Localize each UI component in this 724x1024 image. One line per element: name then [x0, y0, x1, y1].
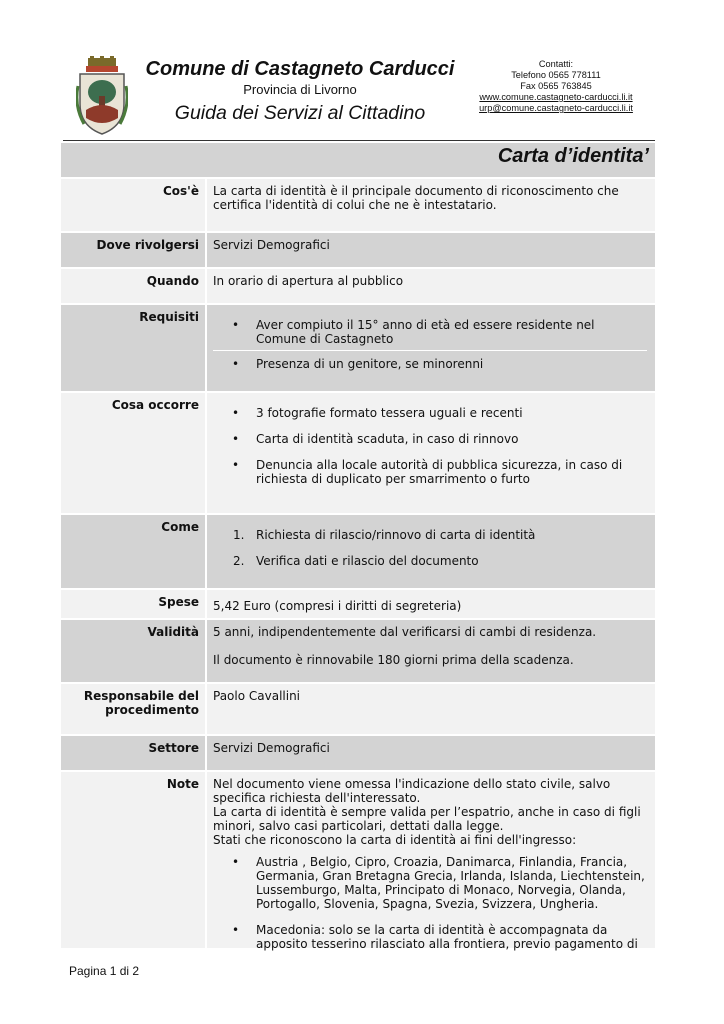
row-value	[207, 684, 655, 734]
guide-title: Guida dei Servizi al Cittadino	[174, 102, 426, 124]
row-come	[61, 515, 655, 590]
header-divider	[63, 140, 655, 141]
row-value	[207, 515, 655, 588]
row-cosa-occorre	[61, 393, 655, 515]
note-line: Nel documento viene omessa l'indicazione dello stato civile, salvo specifica richiesta dell'interessato.	[213, 777, 611, 805]
page-number: Pagina 1 di 2	[69, 964, 140, 978]
list-item: • Macedonia: solo se la carta di identità è accompagnata da apposito tesserino rilasciato alla frontiera, previo pagamento di	[213, 923, 647, 951]
row-label: Quando	[61, 269, 207, 303]
inner-divider	[213, 350, 647, 351]
fax-number: Fax 0565 763845	[520, 81, 592, 91]
requisiti-list-2	[213, 357, 647, 371]
row-value	[207, 233, 655, 267]
row-text: 5,42 Euro (compresi i diritti di segreteria)	[213, 599, 462, 613]
row-value	[207, 179, 655, 231]
row-spese	[61, 590, 655, 620]
coat-of-arms-icon	[76, 56, 128, 136]
row-label: Spese	[61, 590, 207, 618]
row-validita	[61, 620, 655, 684]
list-item: • Austria , Belgio, Cipro, Croazia, Danimarca, Finlandia, Francia, Germania, Gran Bretagna Grecia, Irlanda, Islanda, Liechtenstein, Lussemburgo, Malta, Principato di Monaco, Norvegia, Olanda, Portogallo, Slovenia, Spagna, Svezia, Svizzera, Ungheria.	[213, 855, 647, 911]
provincia-name: Provincia di Livorno	[243, 82, 357, 97]
note-list	[213, 855, 647, 951]
row-label: Requisiti	[61, 305, 207, 391]
row-label: Cos'è	[61, 179, 207, 231]
row-cose	[61, 179, 655, 233]
row-value	[207, 620, 655, 682]
service-table	[61, 143, 655, 951]
row-text: Servizi Demografici	[213, 238, 330, 252]
row-label: Come	[61, 515, 207, 588]
step-text: Verifica dati e rilascio del documento	[256, 554, 479, 568]
document-title-row	[61, 143, 655, 179]
list-item: • Aver compiuto il 15° anno di età ed essere residente nel Comune di Castagneto	[213, 318, 647, 346]
contacts-block	[468, 59, 644, 114]
row-value	[207, 393, 655, 513]
row-text: Servizi Demografici	[213, 741, 330, 755]
step-number: 2.	[233, 554, 245, 568]
row-value	[207, 772, 655, 951]
row-text: Il documento è rinnovabile 180 giorni prima della scadenza.	[213, 653, 574, 667]
row-text: 5 anni, indipendentemente dal verificarsi di cambi di residenza.	[213, 625, 597, 639]
row-dove	[61, 233, 655, 269]
row-text: In orario di apertura al pubblico	[213, 274, 404, 288]
comune-name: Comune di Castagneto Carducci	[145, 58, 455, 80]
row-value	[207, 269, 655, 303]
come-steps	[213, 528, 647, 568]
list-item: • Presenza di un genitore, se minorenni	[213, 357, 647, 371]
note-line: La carta di identità è sempre valida per l’espatrio, anche in caso di figli minori, salvo casi particolari, dettati dalla legge.	[213, 805, 641, 833]
cosa-occorre-list	[213, 406, 647, 486]
step-text: Richiesta di rilascio/rinnovo di carta di identità	[256, 528, 536, 542]
row-settore	[61, 736, 655, 772]
document-title: Carta d’identita’	[497, 145, 649, 167]
contacts-label: Contatti:	[538, 59, 574, 69]
row-note	[61, 772, 655, 951]
list-item: • Carta di identità scaduta, in caso di rinnovo	[213, 432, 647, 446]
row-label: Settore	[61, 736, 207, 770]
row-label: Validità	[61, 620, 207, 682]
row-label: Dove rivolgersi	[61, 233, 207, 267]
step-number: 1.	[233, 528, 245, 542]
header-title-block	[140, 56, 460, 125]
row-responsabile	[61, 684, 655, 736]
row-requisiti	[61, 305, 655, 393]
row-value	[207, 590, 655, 618]
step-item	[213, 528, 647, 542]
row-text: Paolo Cavallini	[213, 689, 301, 703]
note-line: Stati che riconoscono la carta di identità ai fini dell'ingresso:	[213, 833, 577, 847]
row-label: Cosa occorre	[61, 393, 207, 513]
phone-number: Telefono 0565 778111	[511, 70, 601, 80]
list-item: • 3 fotografie formato tessera uguali e recenti	[213, 406, 647, 420]
row-value	[207, 736, 655, 770]
row-label: Responsabile del procedimento	[61, 684, 207, 734]
row-text: La carta di identità è il principale documento di riconoscimento che certifica l'identità di colui che ne è intestatario.	[213, 184, 619, 212]
row-value	[207, 305, 655, 391]
page-header	[0, 0, 724, 145]
row-quando	[61, 269, 655, 305]
email-link[interactable]: urp@comune.castagneto-carducci.li.it	[479, 103, 633, 113]
list-item: • Denuncia alla locale autorità di pubblica sicurezza, in caso di richiesta di duplicato per smarrimento o furto	[213, 458, 647, 486]
row-label: Note	[61, 772, 207, 948]
website-link[interactable]: www.comune.castagneto-carducci.li.it	[479, 92, 633, 102]
step-item	[213, 554, 647, 568]
requisiti-list	[213, 318, 647, 346]
